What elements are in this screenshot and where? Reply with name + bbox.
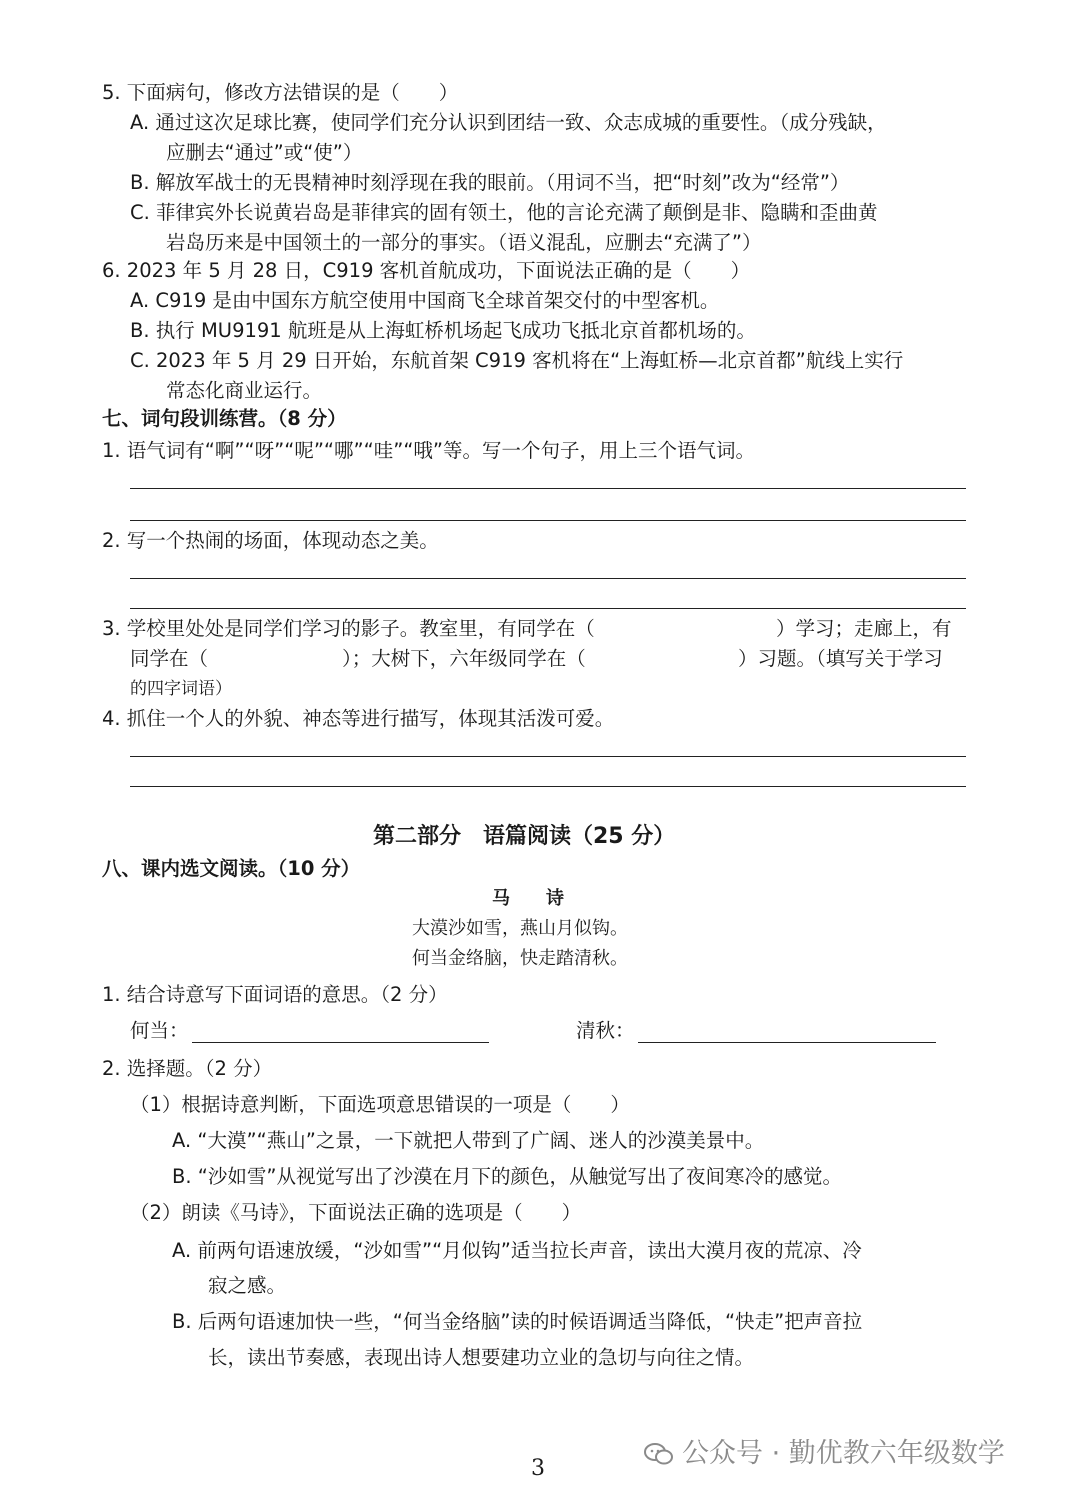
s7-q4: 4. 抓住一个人的外貌、神态等进行描写，体现其活泼可爱。 — [102, 707, 615, 730]
q5-option-a-line2: 应删去“通过”或“使”） — [166, 141, 363, 164]
s7-q1: 1. 语气词有“啊”“呀”“呢”“哪”“哇”“哦”等。写一个句子，用上三个语气词。 — [102, 439, 756, 462]
s8-q2-2-option-b-line1: B. 后两句语速加快一些，“何当金络脑”读的时候语调适当降低，“快走”把声音拉 — [172, 1310, 863, 1333]
s7-q3-line1-a: 3. 学校里处处是同学们学习的影子。教室里，有同学在（ — [102, 617, 595, 640]
q5-stem: 5. 下面病句，修改方法错误的是（ ） — [102, 81, 459, 104]
s7-q2: 2. 写一个热闹的场面，体现动态之美。 — [102, 529, 439, 552]
s8-q2-1: （1）根据诗意判断，下面选项意思错误的一项是（ ） — [130, 1093, 630, 1116]
wechat-icon — [644, 1443, 674, 1465]
answer-line[interactable] — [130, 488, 966, 489]
q5-option-b: B. 解放军战士的无畏精神时刻浮现在我的眼前。（用词不当，把“时刻”改为“经常”） — [130, 171, 850, 194]
poem-line-2: 何当金络脑，快走踏清秋。 — [412, 948, 628, 969]
q6-stem: 6. 2023 年 5 月 28 日，C919 客机首航成功，下面说法正确的是（ ） — [102, 259, 751, 282]
q6-option-c-line1: C. 2023 年 5 月 29 日开始，东航首架 C919 客机将在“上海虹桥—北京首都”航线上实行 — [130, 349, 904, 372]
s8-q2-2: （2）朗读《马诗》，下面说法正确的选项是（ ） — [130, 1201, 582, 1224]
section8-title: 八、课内选文阅读。（10 分） — [102, 857, 361, 880]
poem-title: 马 诗 — [492, 888, 564, 909]
s8-q2-2-option-a-line2: 寂之感。 — [208, 1274, 287, 1297]
q6-option-c-line2: 常态化商业运行。 — [166, 379, 323, 402]
part2-title: 第二部分 语篇阅读（25 分） — [373, 824, 676, 849]
s7-q3-line2-a: 同学在（ — [130, 647, 209, 670]
s8-q1-label-qingqiu: 清秋： — [576, 1019, 635, 1042]
s7-q3-line1-b: ）学习；走廊上，有 — [776, 617, 952, 640]
q6-option-a: A. C919 是由中国东方航空使用中国商飞全球首架交付的中型客机。 — [130, 289, 720, 312]
q5-option-c-line2: 岩岛历来是中国领土的一部分的事实。（语义混乱，应删去“充满了”） — [166, 231, 762, 254]
s8-q2: 2. 选择题。（2 分） — [102, 1057, 273, 1080]
q5-option-a-line1: A. 通过这次足球比赛，使同学们充分认识到团结一致、众志成城的重要性。（成分残缺， — [130, 111, 887, 134]
answer-line[interactable] — [130, 786, 966, 787]
answer-line-hedang[interactable] — [192, 1042, 489, 1043]
s8-q1: 1. 结合诗意写下面词语的意思。（2 分） — [102, 983, 448, 1006]
q6-option-b: B. 执行 MU9191 航班是从上海虹桥机场起飞成功飞抵北京首都机场的。 — [130, 319, 756, 342]
page-number: 3 — [531, 1456, 545, 1481]
answer-line[interactable] — [130, 520, 966, 521]
s7-q3-line2-c: ）习题。（填写关于学习 — [738, 647, 943, 670]
q5-option-c-line1: C. 菲律宾外长说黄岩岛是菲律宾的固有领土，他的言论充满了颠倒是非、隐瞒和歪曲黄 — [130, 201, 878, 224]
s8-q2-1-option-b: B. “沙如雪”从视觉写出了沙漠在月下的颜色，从触觉写出了夜间寒冷的感觉。 — [172, 1165, 842, 1188]
answer-line[interactable] — [130, 756, 966, 757]
s8-q2-2-option-a-line1: A. 前两句语速放缓，“沙如雪”“月似钩”适当拉长声音，读出大漠月夜的荒凉、冷 — [172, 1239, 862, 1262]
poem-line-1: 大漠沙如雪，燕山月似钩。 — [412, 918, 628, 939]
answer-line[interactable] — [130, 578, 966, 579]
section7-title: 七、词句段训练营。（8 分） — [102, 407, 347, 430]
s8-q2-1-option-a: A. “大漠”“燕山”之景，一下就把人带到了广阔、迷人的沙漠美景中。 — [172, 1129, 765, 1152]
s8-q1-label-hedang: 何当： — [130, 1019, 189, 1042]
answer-line-qingqiu[interactable] — [638, 1042, 936, 1043]
watermark-text: 公众号 · 勤优教六年级数学 — [682, 1438, 1005, 1469]
s7-q3-line2-b: ）；大树下，六年级同学在（ — [342, 647, 586, 670]
s8-q2-2-option-b-line2: 长，读出节奏感，表现出诗人想要建功立业的急切与向往之情。 — [208, 1346, 755, 1369]
answer-line[interactable] — [130, 608, 966, 609]
s7-q3-line3: 的四字词语） — [130, 679, 232, 699]
